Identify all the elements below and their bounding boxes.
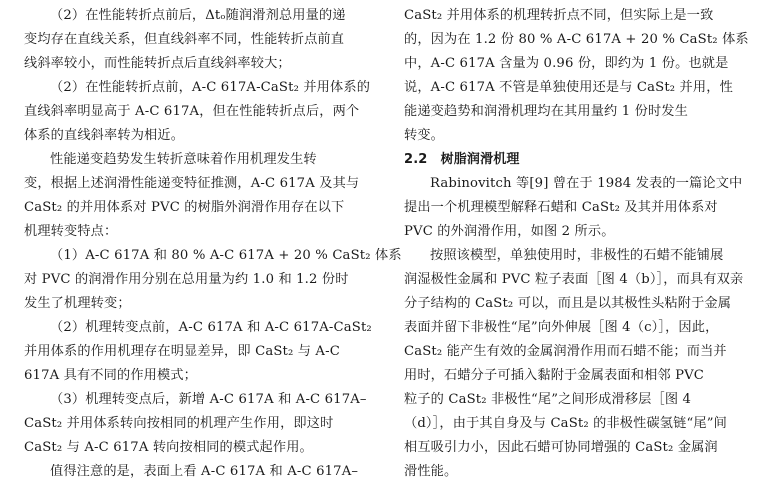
text-line: （d）］，由于其自身及与 CaSt₂ 的非极性碳氢链“尾”间: [404, 416, 727, 431]
text-line: 变，根据上述润滑性能递变特征推测，A-C 617A 及其与: [24, 176, 360, 191]
text-line: 617A 具有不同的作用模式；: [24, 368, 198, 383]
text-line: （1）A-C 617A 和 80 % A-C 617A + 20 % CaSt₂ 体系: [50, 248, 402, 263]
right-text-column: [404, 4, 764, 484]
text-line: （2）机理转变点前，A-C 617A 和 A-C 617A-CaSt₂: [50, 320, 372, 335]
text-line: 变均存在直线关系，但直线斜率不同，性能转折点前直: [24, 32, 345, 47]
text-line: 的，因为在 1.2 份 80 % A-C 617A + 20 % CaSt₂ 体系: [404, 32, 749, 47]
text-line: 说，A-C 617A 不管是单独使用还是与 CaSt₂ 并用，性: [404, 80, 733, 95]
text-line: 提出一个机理模型解释石蜡和 CaSt₂ 及其并用体系对: [404, 200, 718, 215]
section-heading: 2.2 树脂润滑机理: [404, 152, 520, 167]
text-line: （2）在性能转折点前后，Δtₒ随润滑剂总用量的递: [50, 8, 346, 23]
text-line: PVC 的外润滑作用，如图 2 所示。: [404, 224, 615, 239]
text-line: 发生了机理转变；: [24, 296, 131, 311]
text-line: CaSt₂ 能产生有效的金属润滑作用而石蜡不能；而当并: [404, 344, 727, 359]
text-line: 按照该模型，单独使用时，非极性的石蜡不能铺展: [430, 248, 724, 263]
text-line: 并用体系的作用机理存在明显差异，即 CaSt₂ 与 A-C: [24, 344, 340, 359]
text-line: 滑性能。: [404, 464, 458, 479]
text-line: 转变。: [404, 128, 445, 143]
text-line: 值得注意的是，表面上看 A-C 617A 和 A-C 617A–: [50, 464, 359, 479]
text-line: 对 PVC 的润滑作用分别在总用量为约 1.0 和 1.2 份时: [24, 272, 349, 287]
text-line: 分子结构的 CaSt₂ 可以，而且是以其极性头粘附于金属: [404, 296, 732, 311]
text-line: 表面并留下非极性“尾”向外伸展［图 4（c）］，因此，: [404, 320, 719, 335]
text-line: 能递变趋势和润滑机理均在其用量约 1 份时发生: [404, 104, 688, 119]
text-line: CaSt₂ 并用体系的机理转折点不同，但实际上是一致: [404, 8, 714, 23]
text-line: 用时，石蜡分子可插入黏附于金属表面和相邻 PVC: [404, 368, 705, 383]
text-line: （3）机理转变点后，新增 A-C 617A 和 A-C 617A–: [50, 392, 367, 407]
text-line: 粒子的 CaSt₂ 非极性“尾”之间形成滑移层［图 4: [404, 392, 692, 407]
text-line: 性能递变趋势发生转折意味着作用机理发生转: [50, 152, 317, 167]
text-line: CaSt₂ 与 A-C 617A 转向按相同的模式起作用。: [24, 440, 313, 455]
text-line: 润湿极性金属和 PVC 粒子表面［图 4（b）］，而具有双亲: [404, 272, 744, 287]
text-line: 直线斜率明显高于 A-C 617A，但在性能转折点后，两个: [24, 104, 360, 119]
text-line: 体系的直线斜率转为相近。: [24, 128, 185, 143]
left-text-column: [24, 4, 402, 484]
text-line: CaSt₂ 的并用体系对 PVC 的树脂外润滑作用存在以下: [24, 200, 345, 215]
text-line: CaSt₂ 并用体系转向按相同的机理产生作用，即这时: [24, 416, 334, 431]
text-line: 中，A-C 617A 含量为 0.96 份，即约为 1 份。也就是: [404, 56, 729, 71]
text-line: 相互吸引力小，因此石蜡可协同增强的 CaSt₂ 金属润: [404, 440, 718, 455]
text-line: （2）在性能转折点前，A-C 617A-CaSt₂ 并用体系的: [50, 80, 371, 95]
text-line: Rabinovitch 等[9] 曾在于 1984 发表的一篇论文中: [430, 176, 743, 191]
text-line: 线斜率较小，而性能转折点后直线斜率较大；: [24, 56, 291, 71]
text-line: 机理转变特点：: [24, 224, 118, 239]
